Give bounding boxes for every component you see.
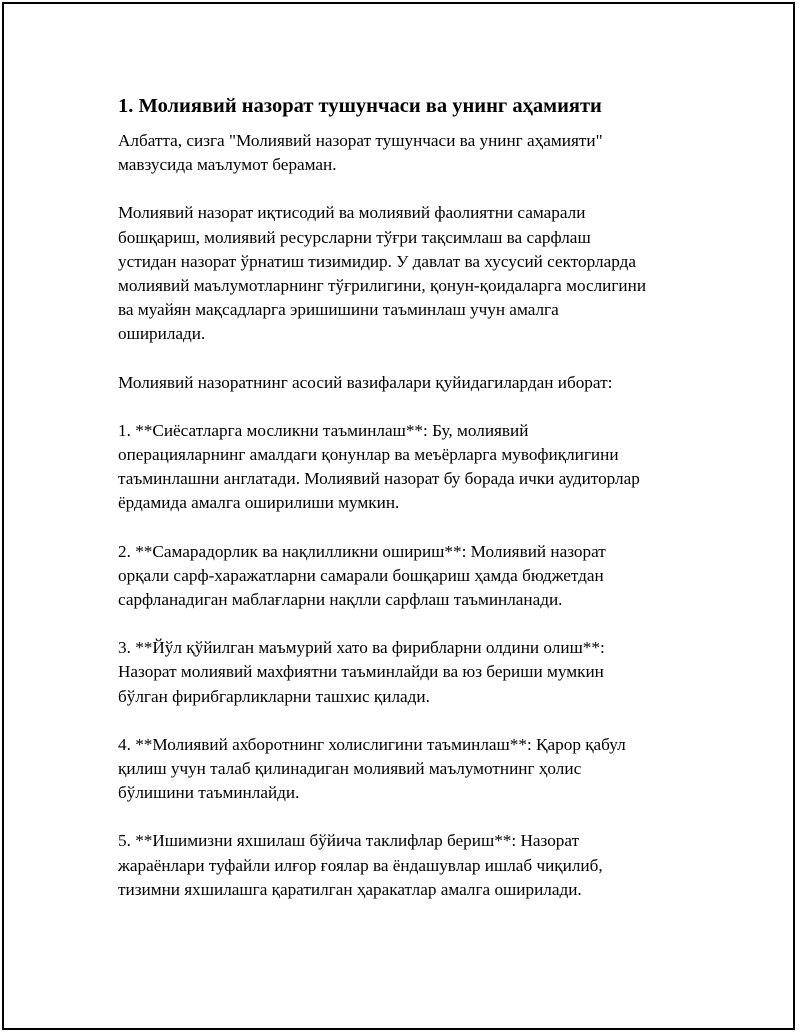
- text-line: сарфланадиган маблағларни нақлли сарфлаш таъминланади.: [118, 590, 563, 610]
- text-line: 4. **Молиявий ахборотнинг холислигини таъминлаш**: Қарор қабул: [118, 734, 626, 754]
- text-line: таъминлашни англатади. Молиявий назорат бу борада ички аудиторлар: [118, 469, 640, 489]
- text-line: 3. **Йўл қўйилган маъмурий хато ва фирибларни олдини олиш**:: [118, 638, 605, 658]
- text-line: молиявий маълумотларнинг тўғрилигини, қонун-қоидаларга мослигини: [118, 276, 647, 296]
- text-line: бошқариш, молиявий ресурсларни тўғри тақсимлаш ва сарфлаш: [118, 227, 591, 247]
- text-line: 5. **Ишимизни яхшилаш бўйича таклифлар бериш**: Назорат: [118, 831, 580, 851]
- list-item-4: [118, 733, 718, 806]
- text-line: 1. **Сиёсатларга мосликни таъминлаш**: Бу, молиявий: [118, 420, 529, 440]
- text-line: бўлишини таъминлайди.: [118, 783, 300, 803]
- text-line: 2. **Самарадорлик ва нақлилликни ошириш**: Молиявий назорат: [118, 541, 606, 561]
- text-line: оширилади.: [118, 324, 206, 344]
- text-line: ва муайян мақсадларга эришишини таъминлаш учун амалга: [118, 300, 559, 320]
- list-item-5: [118, 829, 718, 902]
- text-line: жараёнлари туфайли илғор ғоялар ва ёндашувлар ишлаб чиқилиб,: [118, 855, 603, 875]
- text-line: бўлган фирибгарликларни ташхис қилади.: [118, 686, 430, 706]
- text-line: Молиявий назорат иқтисодий ва молиявий фаолиятни самарали: [118, 203, 586, 223]
- document-body: [118, 93, 718, 926]
- list-item-3: [118, 636, 718, 709]
- text-line: қилиш учун талаб қилинадиган молиявий маълумотнинг ҳолис: [118, 759, 582, 779]
- text-line: операцияларнинг амалдаги қонунлар ва меъёрларга мувофиқлигини: [118, 445, 619, 465]
- document-title: 1. Молиявий назорат тушунчаси ва унинг аҳамияти: [118, 95, 602, 117]
- text-line: устидан назорат ўрнатиш тизимидир. У давлат ва хусусий секторларда: [118, 251, 636, 271]
- text-line: орқали сарф-харажатларни самарали бошқариш ҳамда бюджетдан: [118, 565, 604, 585]
- tasks-heading-paragraph: [118, 371, 718, 395]
- text-line: Албатта, сизга "Молиявий назорат тушунчаси ва унинг аҳамияти": [118, 131, 603, 150]
- text-line: мавзусида маълумот бераман.: [118, 155, 337, 175]
- intro-paragraph: [118, 129, 718, 177]
- text-line: Назорат молиявий махфиятни таъминлайди ва юз бериши мумкин: [118, 662, 604, 682]
- list-item-1: [118, 419, 718, 516]
- text-line: тизимни яхшилашга қаратилган ҳаракатлар амалга оширилади.: [118, 879, 582, 899]
- definition-paragraph: [118, 201, 718, 346]
- text-line: ёрдамида амалга оширилиши мумкин.: [118, 493, 400, 513]
- list-item-2: [118, 540, 718, 613]
- text-line: Молиявий назоратнинг асосий вазифалари қуйидагилардан иборат:: [118, 372, 613, 392]
